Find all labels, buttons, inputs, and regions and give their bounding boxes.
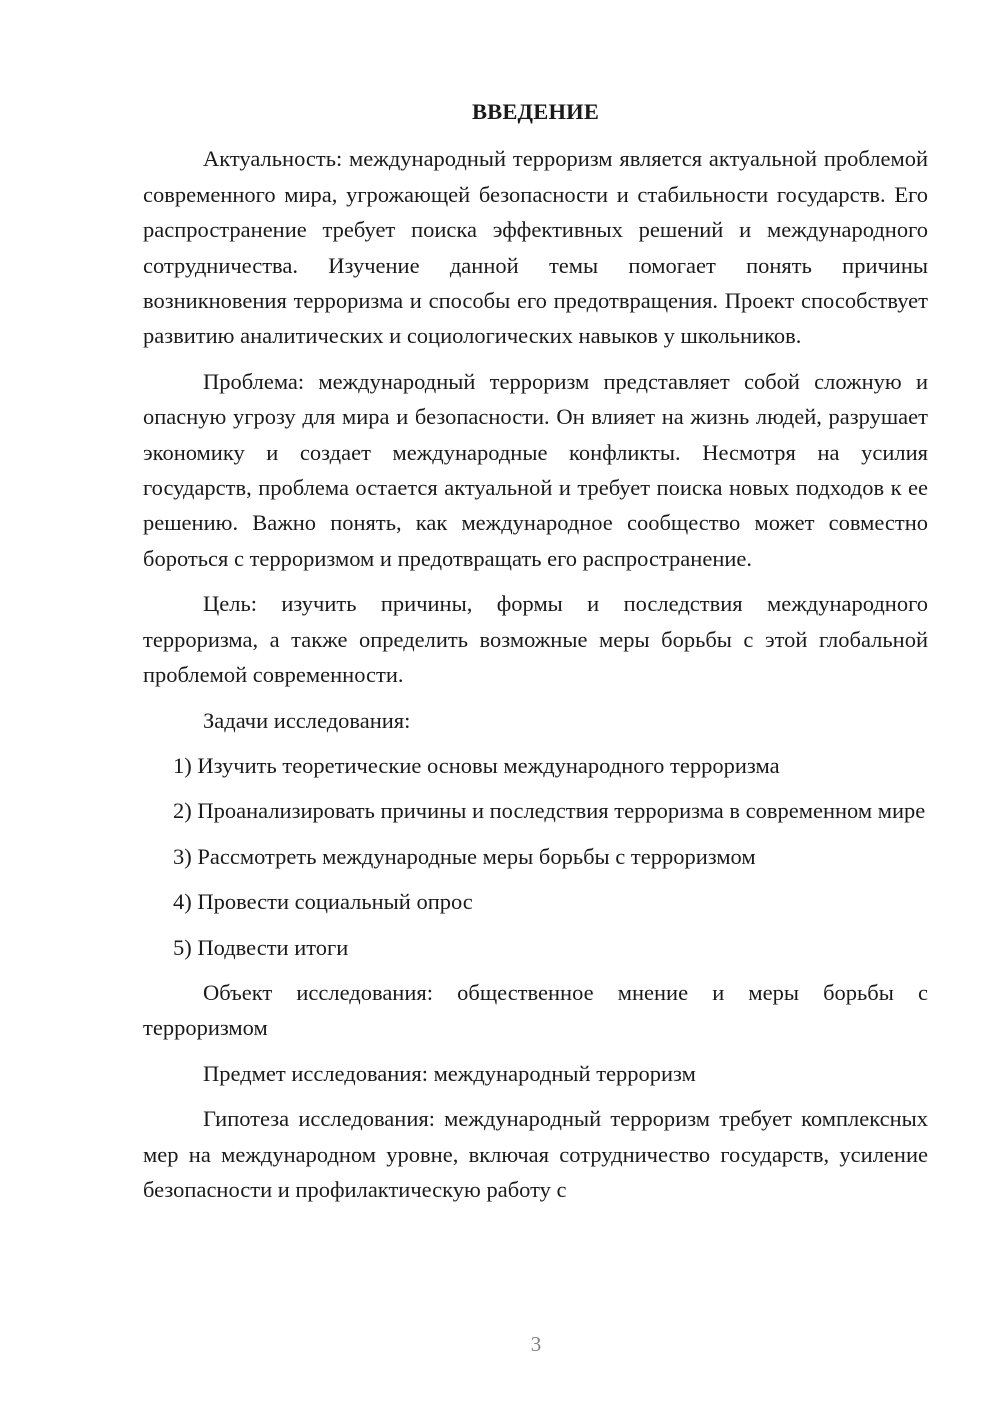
paragraph-goal: Цель: изучить причины, формы и последствия международного терроризма, а также определить возможные меры борьбы с этой глобальной проблемой современности. [143,591,928,688]
task-item-3: 3) Рассмотреть международные меры борьбы с терроризмом [173,843,756,869]
page-number: 3 [530,1332,542,1356]
task-item-5: 5) Подвести итоги [173,934,349,960]
task-item-1: 1) Изучить теоретические основы международного терроризма [173,752,780,778]
paragraph-relevance: Актуальность: международный терроризм является актуальной проблемой современного мира, угрожающей безопасности и стабильности государств. Его распространение требует поиска эффективных решений и международного сотрудничества. Изучение данной темы помогает понять причины возникновения терроризма и способы его предотвращения. Проект способствует развитию аналитических и социологических навыков у школьников. [143,146,928,349]
page-content [143,94,928,1217]
tasks-heading: Задачи исследования: [203,707,411,733]
task-item-2: 2) Проанализировать причины и последствия терроризма в современном мире [173,798,926,824]
paragraph-hypothesis: Гипотеза исследования: международный терроризм требует комплексных мер на международном уровне, включая сотрудничество государств, усиление безопасности и профилактическую работу с [143,1106,928,1202]
task-item-4: 4) Провести социальный опрос [173,889,473,915]
paragraph-object: Объект исследования: общественное мнение и меры борьбы с терроризмом [143,979,928,1041]
paragraph-subject: Предмет исследования: международный терроризм [203,1060,696,1086]
page-title: ВВЕДЕНИЕ [471,99,600,124]
paragraph-problem: Проблема: международный терроризм представляет собой сложную и опасную угрозу для мира и безопасности. Он влияет на жизнь людей, разрушает экономику и создает международные конфликты. Несмотря на усилия государств, проблема остается актуальной и требует поиска новых подходов к ее решению. Важно понять, как международное сообщество может совместно бороться с терроризмом и предотвращать его распространение. [143,368,928,571]
